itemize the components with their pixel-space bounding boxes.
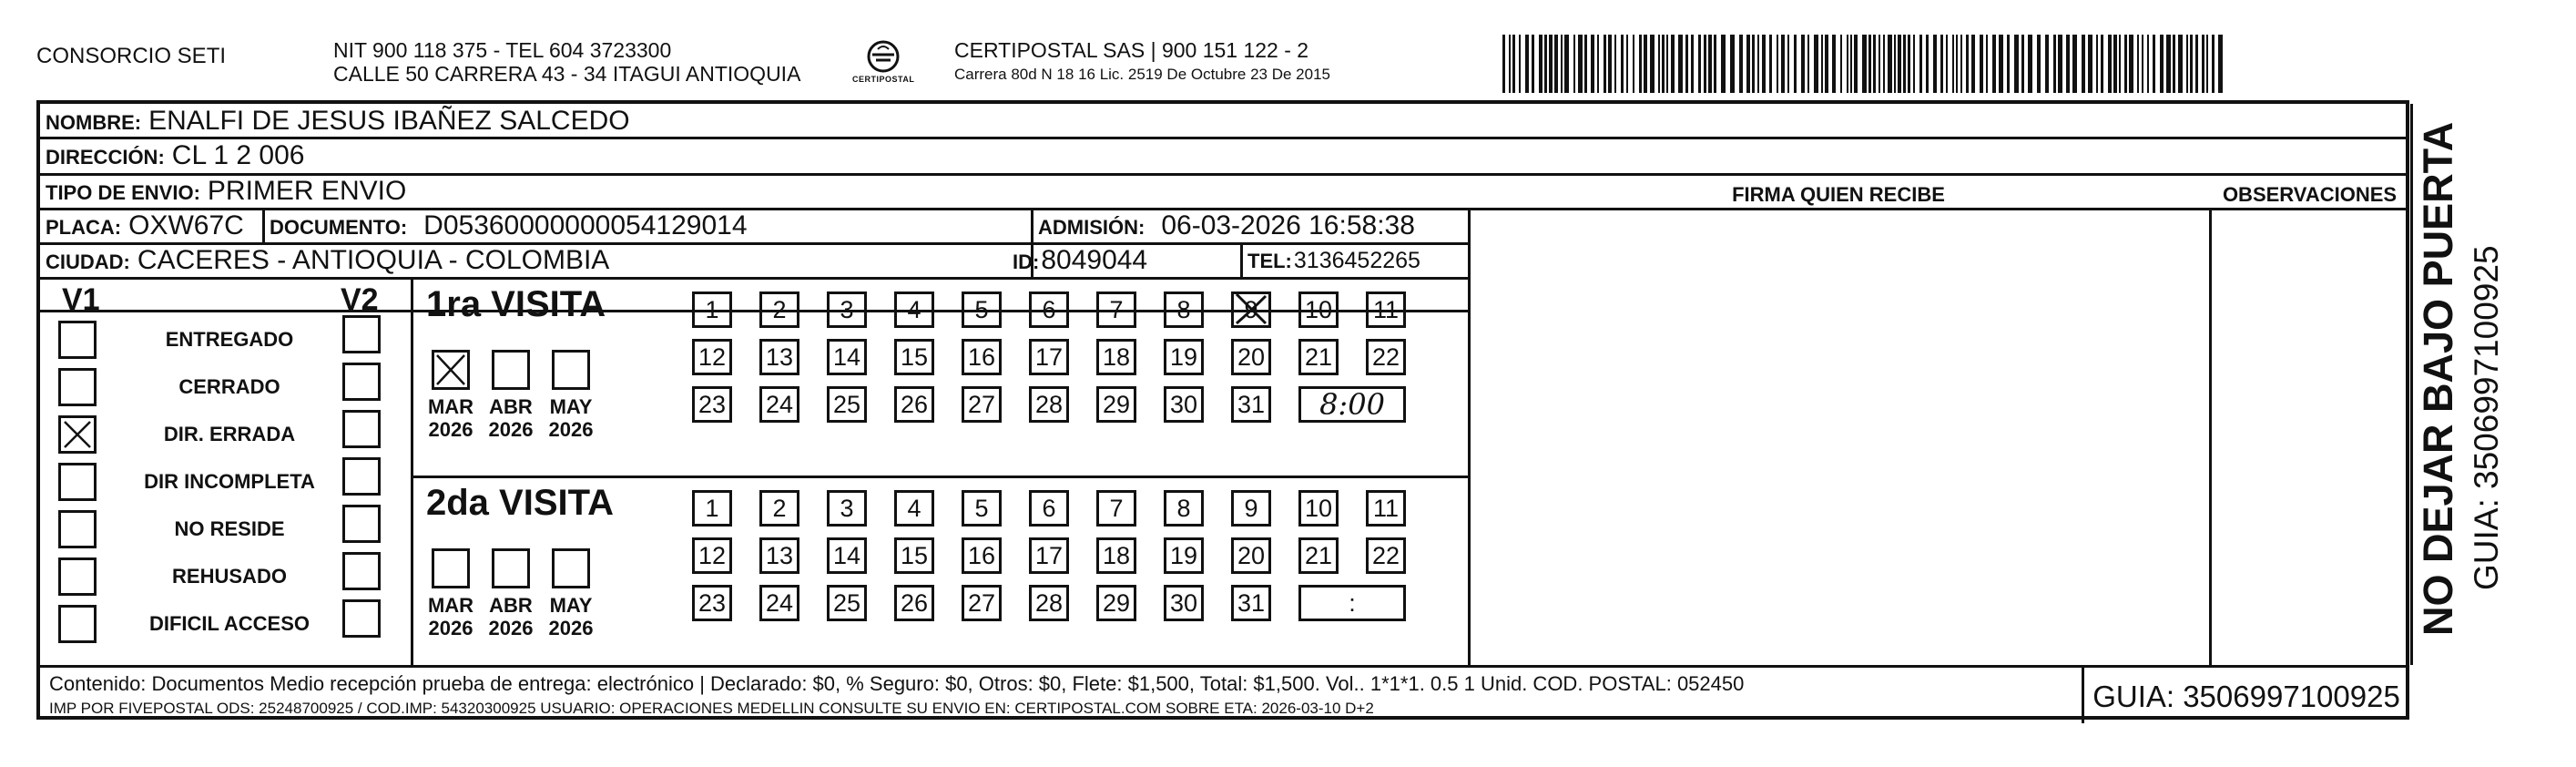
placa-value: OXW67C [128, 210, 244, 240]
barcode-bar [1561, 35, 1563, 93]
day-box[interactable]: 18 [1096, 537, 1136, 574]
tel-label: TEL: [1247, 250, 1292, 272]
day-box[interactable]: 18 [1096, 339, 1136, 375]
admision-value: 06-03-2026 16:58:38 [1161, 210, 1415, 240]
barcode-bar [1525, 35, 1529, 93]
barcode-bar [1787, 35, 1789, 93]
tel-value: 3136452265 [1293, 248, 1420, 273]
status-label: ENTREGADO [165, 328, 294, 351]
day-box[interactable]: 17 [1029, 339, 1069, 375]
barcode-bar [1992, 35, 1996, 93]
barcode-bar [2119, 35, 2121, 93]
day-box[interactable]: 14 [827, 537, 867, 574]
v2-checkbox[interactable] [342, 410, 381, 448]
barcode-bar [2160, 35, 2164, 93]
barcode-bar [1807, 35, 1809, 93]
day-box[interactable]: 21 [1298, 537, 1339, 574]
barcode-bar [1960, 35, 1962, 93]
status-label: DIFICIL ACCESO [148, 612, 310, 635]
barcode-bar [2178, 35, 2183, 93]
day-box[interactable]: 31 [1231, 585, 1271, 621]
documento-value: D05360000000054129014 [423, 210, 748, 240]
barcode-bar [1862, 35, 1867, 93]
day-box[interactable]: 17 [1029, 537, 1069, 574]
day-box[interactable]: 24 [759, 585, 799, 621]
day-box[interactable]: 8 [1164, 291, 1204, 328]
visit-title: 2da VISITA [426, 483, 614, 523]
day-box[interactable]: 19 [1164, 537, 1204, 574]
day-box[interactable]: 3 [827, 291, 867, 328]
barcode-bar [1940, 35, 1943, 93]
barcode-bar [1847, 35, 1848, 93]
barcode-bar [1757, 35, 1759, 93]
admision-label: ADMISIÓN: [1038, 216, 1145, 239]
status-label: CERRADO [178, 375, 280, 398]
barcode-bar [2045, 35, 2049, 93]
barcode-bar [1873, 35, 1876, 93]
month-label: ABR 2026 [488, 395, 534, 441]
certipostal-line: CERTIPOSTAL SAS | 900 151 122 - 2 [954, 38, 1309, 62]
barcode-bar [1584, 35, 1587, 93]
day-box[interactable]: 22 [1366, 339, 1406, 375]
month-label: MAR 2026 [427, 395, 474, 441]
day-box[interactable]: 9 [1231, 291, 1271, 328]
barcode-bar [1704, 35, 1706, 93]
barcode-bar [1980, 35, 1983, 93]
barcode-bar [2007, 35, 2010, 93]
day-box[interactable]: 30 [1164, 386, 1204, 423]
barcode-bar [1894, 35, 1896, 93]
nombre-value: ENALFI DE JESUS IBAÑEZ SALCEDO [148, 106, 630, 136]
status-label: REHUSADO [172, 565, 287, 588]
day-box[interactable]: 7 [1096, 490, 1136, 527]
id-value: 8049044 [1041, 245, 1148, 275]
barcode-bar [2088, 35, 2092, 93]
day-box[interactable]: 30 [1164, 585, 1204, 621]
barcode-bar [2166, 35, 2171, 93]
barcode-bar [2202, 35, 2204, 93]
barcode-bar [1578, 35, 1583, 93]
v1-checkbox[interactable] [58, 368, 97, 406]
day-box[interactable]: 24 [759, 386, 799, 423]
v2-checkbox[interactable] [342, 505, 381, 543]
day-box[interactable]: 10 [1298, 490, 1339, 527]
barcode-bar [1781, 35, 1785, 93]
ciudad-value: CACERES - ANTIOQUIA - COLOMBIA [137, 245, 610, 275]
barcode-bar [1532, 35, 1534, 93]
barcode-bar [1908, 35, 1910, 93]
day-box[interactable]: 26 [894, 386, 934, 423]
guia-box: GUIA: 3506997100925 [2092, 680, 2400, 713]
barcode-bar [2108, 35, 2112, 93]
barcode-bar [1573, 35, 1575, 93]
v2-checkbox[interactable] [342, 552, 381, 590]
barcode-bar [1850, 35, 1852, 93]
month-checkbox[interactable] [432, 548, 470, 588]
ciudad-label: CIUDAD: [46, 251, 130, 273]
day-box[interactable]: 31 [1231, 386, 1271, 423]
day-box[interactable]: 5 [962, 490, 1002, 527]
barcode-bar [2014, 35, 2019, 93]
barcode-bar [2137, 35, 2139, 93]
month-label: MAY 2026 [548, 594, 594, 639]
barcode-bar [1919, 35, 1922, 93]
shipping-form [36, 100, 2409, 720]
barcode-bar [1621, 35, 1624, 93]
barcode-bar [1512, 35, 1515, 93]
barcode-bar [1801, 35, 1805, 93]
barcode-bar [1544, 35, 1547, 93]
barcode-bar [2028, 35, 2032, 93]
barcode-bar [1714, 35, 1716, 93]
day-box[interactable]: 11 [1366, 490, 1406, 527]
barcode-bar [1966, 35, 1969, 93]
barcode-bar [2053, 35, 2056, 93]
day-box[interactable]: 16 [962, 339, 1002, 375]
barcode-bar [1691, 35, 1694, 93]
nombre-label: NOMBRE: [46, 111, 142, 134]
day-box[interactable]: 1 [692, 291, 732, 328]
day-box[interactable]: 11 [1366, 291, 1406, 328]
barcode-bar [1832, 35, 1836, 93]
v1-checkbox[interactable] [58, 510, 97, 548]
day-box[interactable]: 20 [1231, 537, 1271, 574]
firma-header: FIRMA QUIEN RECIBE [1732, 183, 1945, 206]
day-box[interactable]: 5 [962, 291, 1002, 328]
status-label: DIR INCOMPLETA [144, 470, 315, 493]
barcode-bar [1597, 35, 1599, 93]
contenido-line: Contenido: Documentos Medio recepción prueba de entrega: electrónico | Declarado: $0, % Seguro: $0, Otros: $0, Flete: $1,500, Total: $1,500. Vol.. 1*1*1. 0.5 1 Unid. COD. POSTAL: 052450 [49, 672, 1745, 695]
month-checkbox[interactable] [432, 350, 470, 390]
nit-line: NIT 900 118 375 - TEL 604 3723300 [333, 38, 672, 62]
month-checkbox[interactable] [492, 350, 530, 390]
barcode-bar [2096, 35, 2098, 93]
month-checkbox[interactable] [552, 548, 590, 588]
day-box[interactable]: 20 [1231, 339, 1271, 375]
month-label: ABR 2026 [488, 594, 534, 639]
barcode-bar [1549, 35, 1553, 93]
barcode-bar [1539, 35, 1543, 93]
barcode-bar [1986, 35, 1988, 93]
barcode-bar [1671, 35, 1675, 93]
v1-checkbox[interactable] [58, 415, 97, 454]
license-line: Carrera 80d N 18 16 Lic. 2519 De Octubre 23 De 2015 [954, 66, 1330, 83]
barcode-bar [2101, 35, 2103, 93]
barcode-bar [2066, 35, 2070, 93]
month-label: MAY 2026 [548, 395, 594, 441]
company-name: CONSORCIO SETI [36, 44, 227, 68]
barcode-bar [1564, 35, 1569, 93]
day-box[interactable]: 6 [1029, 490, 1069, 527]
barcode-bar [2186, 35, 2188, 93]
day-box[interactable]: 10 [1298, 291, 1339, 328]
barcode-bar [1752, 35, 1755, 93]
day-box[interactable]: 21 [1298, 339, 1339, 375]
barcode-bar [2212, 35, 2215, 93]
barcode-bar [1678, 35, 1683, 93]
day-box[interactable]: 29 [1096, 386, 1136, 423]
barcode-bar [2195, 35, 2198, 93]
barcode-bar [1502, 35, 1505, 93]
day-box[interactable]: 25 [827, 386, 867, 423]
logo-text: CERTIPOSTAL [852, 75, 915, 84]
barcode-bar [1888, 35, 1892, 93]
barcode-bar [1604, 35, 1606, 93]
time-box[interactable]: : [1298, 585, 1406, 621]
day-box[interactable]: 1 [692, 490, 732, 527]
day-box[interactable]: 13 [759, 537, 799, 574]
day-box[interactable]: 19 [1164, 339, 1204, 375]
observaciones-header: OBSERVACIONES [2222, 183, 2398, 206]
barcode-bar [2129, 35, 2133, 93]
day-box[interactable]: 28 [1029, 386, 1069, 423]
barcode-bar [1739, 35, 1743, 93]
v2-checkbox[interactable] [342, 363, 381, 401]
status-label: NO RESIDE [174, 517, 285, 540]
month-checkbox[interactable] [552, 350, 590, 390]
day-box[interactable]: 2 [759, 490, 799, 527]
day-box[interactable]: 15 [894, 339, 934, 375]
visit-title: 1ra VISITA [426, 284, 606, 324]
barcode-bar [2124, 35, 2127, 93]
day-box[interactable]: 8 [1164, 490, 1204, 527]
month-label: MAR 2026 [427, 594, 474, 639]
barcode-bar [1898, 35, 1901, 93]
barcode-bar [2147, 35, 2149, 93]
direccion-value: CL 1 2 006 [171, 140, 305, 170]
barcode-bar [1926, 35, 1929, 93]
barcode [1502, 35, 2227, 93]
v1-checkbox[interactable] [58, 557, 97, 596]
day-box[interactable]: 14 [827, 339, 867, 375]
day-box[interactable]: 26 [894, 585, 934, 621]
day-box[interactable]: 9 [1231, 490, 1271, 527]
v2-checkbox[interactable] [342, 315, 381, 353]
barcode-bar [1854, 35, 1858, 93]
barcode-bar [2206, 35, 2208, 93]
barcode-bar [1650, 35, 1655, 93]
documento-label: DOCUMENTO: [270, 216, 408, 239]
barcode-bar [1730, 35, 1735, 93]
day-box[interactable]: 16 [962, 537, 1002, 574]
barcode-bar [2058, 35, 2062, 93]
day-box[interactable]: 15 [894, 537, 934, 574]
barcode-bar [1662, 35, 1665, 93]
barcode-bar [2082, 35, 2085, 93]
barcode-bar [1999, 35, 2003, 93]
day-box[interactable]: 4 [894, 490, 934, 527]
barcode-bar [1591, 35, 1594, 93]
day-box[interactable]: 27 [962, 386, 1002, 423]
barcode-bar [1840, 35, 1842, 93]
barcode-bar [2173, 35, 2175, 93]
barcode-bar [2153, 35, 2155, 93]
barcode-bar [1825, 35, 1828, 93]
barcode-bar [1814, 35, 1818, 93]
barcode-bar [2142, 35, 2143, 93]
barcode-bar [1746, 35, 1750, 93]
v1-checkbox[interactable] [58, 463, 97, 501]
barcode-bar [1608, 35, 1612, 93]
barcode-bar [1762, 35, 1766, 93]
barcode-bar [1821, 35, 1823, 93]
barcode-bar [1879, 35, 1880, 93]
v2-checkbox[interactable] [342, 599, 381, 638]
tipo-envio-label: TIPO DE ENVIO: [46, 181, 200, 204]
barcode-bar [1971, 35, 1975, 93]
barcode-bar [1868, 35, 1871, 93]
day-box[interactable]: 25 [827, 585, 867, 621]
v1-checkbox[interactable] [58, 605, 97, 643]
day-box[interactable]: 23 [692, 386, 732, 423]
certipostal-logo [852, 35, 915, 95]
day-box[interactable]: 28 [1029, 585, 1069, 621]
barcode-bar [1554, 35, 1558, 93]
barcode-bar [1794, 35, 1797, 93]
barcode-bar [1658, 35, 1660, 93]
barcode-bar [1685, 35, 1688, 93]
day-box[interactable]: 27 [962, 585, 1002, 621]
v1-header: V1 [62, 282, 100, 317]
day-box[interactable]: 6 [1029, 291, 1069, 328]
barcode-bar [1509, 35, 1511, 93]
barcode-bar [1698, 35, 1701, 93]
barcode-bar [2072, 35, 2077, 93]
address-line: CALLE 50 CARRERA 43 - 34 ITAGUI ANTIOQUIA [333, 62, 801, 86]
imp-line: IMP POR FIVEPOSTAL ODS: 25248700925 / COD.IMP: 54320300925 USUARIO: OPERACIONES MEDELLIN CONSULTE SU ENVIO EN: CERTIPOSTAL.COM SOBRE ETA: 2026-03-10 D+2 [49, 700, 1374, 717]
barcode-bar [1933, 35, 1937, 93]
barcode-bar [1903, 35, 1906, 93]
barcode-bar [2190, 35, 2193, 93]
day-box[interactable]: 12 [692, 537, 732, 574]
barcode-bar [1633, 35, 1634, 93]
time-box[interactable]: 8:00 [1298, 386, 1406, 423]
barcode-bar [1644, 35, 1647, 93]
placa-label: PLACA: [46, 216, 122, 239]
barcode-bar [1883, 35, 1885, 93]
barcode-bar [1956, 35, 1958, 93]
day-box[interactable]: 12 [692, 339, 732, 375]
day-box[interactable]: 29 [1096, 585, 1136, 621]
day-box[interactable]: 3 [827, 490, 867, 527]
v2-header: V2 [341, 282, 379, 317]
day-box[interactable]: 22 [1366, 537, 1406, 574]
barcode-bar [1626, 35, 1628, 93]
barcode-bar [2021, 35, 2024, 93]
barcode-bar [1519, 35, 1521, 93]
barcode-bar [1708, 35, 1712, 93]
barcode-bar [1777, 35, 1778, 93]
month-checkbox[interactable] [492, 548, 530, 588]
barcode-bar [1639, 35, 1642, 93]
id-label: ID: [1013, 251, 1040, 273]
barcode-bar [1946, 35, 1948, 93]
barcode-bar [1614, 35, 1616, 93]
barcode-bar [1666, 35, 1668, 93]
day-box[interactable]: 23 [692, 585, 732, 621]
barcode-bar [1721, 35, 1726, 93]
day-box[interactable]: 4 [894, 291, 934, 328]
day-box[interactable]: 13 [759, 339, 799, 375]
barcode-bar [1769, 35, 1772, 93]
day-box[interactable]: 7 [1096, 291, 1136, 328]
tipo-envio-value: PRIMER ENVIO [207, 176, 407, 206]
barcode-bar [1952, 35, 1954, 93]
v1-checkbox[interactable] [58, 321, 97, 359]
barcode-bar [2113, 35, 2117, 93]
barcode-bar [2218, 35, 2223, 93]
v2-checkbox[interactable] [342, 457, 381, 496]
barcode-bar [1913, 35, 1915, 93]
day-box[interactable]: 2 [759, 291, 799, 328]
barcode-bar [2037, 35, 2041, 93]
status-label: DIR. ERRADA [163, 423, 296, 445]
direccion-label: DIRECCIÓN: [46, 146, 165, 169]
